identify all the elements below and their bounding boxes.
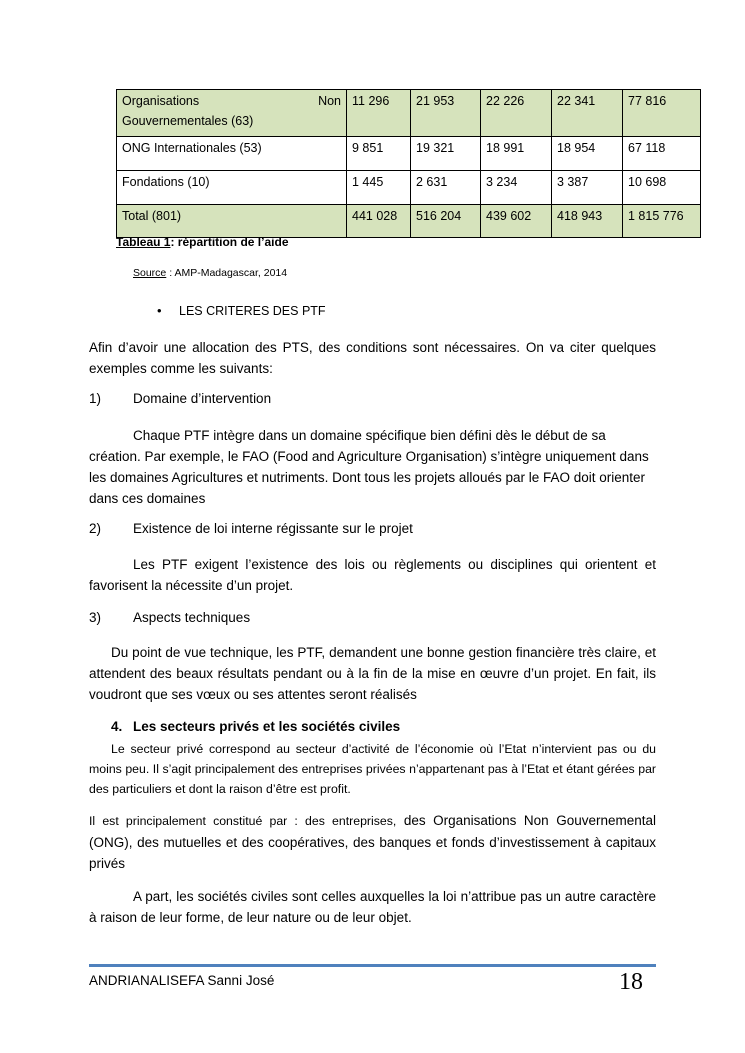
item-title: Domaine d’intervention bbox=[133, 391, 272, 406]
table-cell: 77 816 bbox=[623, 90, 701, 137]
aid-distribution-table bbox=[116, 89, 701, 238]
table-cell: 9 851 bbox=[347, 137, 411, 171]
table-cell: 22 226 bbox=[481, 90, 552, 137]
row-label: Total (801) bbox=[117, 205, 347, 238]
paragraph-rest: des Organisations Non Gouvernemental (ONG), des mutuelles et des coopératives, des banques et fonds d’investissement à capitaux privés bbox=[89, 813, 656, 871]
table-source bbox=[133, 267, 287, 279]
table-cell: 1 445 bbox=[347, 171, 411, 205]
table-caption bbox=[116, 235, 289, 249]
table-row bbox=[117, 171, 701, 205]
table-cell: 418 943 bbox=[552, 205, 623, 238]
row-label: ONG Internationales (53) bbox=[117, 137, 347, 171]
table-cell: 11 296 bbox=[347, 90, 411, 137]
item-title: Existence de loi interne régissante sur le projet bbox=[133, 521, 413, 536]
item-number: 1) bbox=[89, 391, 102, 406]
item-body: Du point de vue technique, les PTF, demandent une bonne gestion financière très claire, et attendent des beaux résultats pendant ou à la fin de la mise en œuvre d’un projet. En fait, ils voudront que ses vœux ou ses attentes seront réalisés bbox=[89, 645, 656, 702]
table-cell: 18 991 bbox=[481, 137, 552, 171]
row-label bbox=[117, 90, 347, 137]
intro-paragraph: Afin d’avoir une allocation des PTS, des conditions sont nécessaires. On va citer quelques exemples comme les suivants: bbox=[89, 340, 656, 376]
table-cell: 439 602 bbox=[481, 205, 552, 238]
bullet-heading: LES CRITERES DES PTF bbox=[179, 304, 326, 318]
source-text: : AMP-Madagascar, 2014 bbox=[166, 267, 288, 279]
item-number: 2) bbox=[89, 521, 102, 536]
source-label: Source bbox=[133, 267, 167, 279]
table-cell: 3 387 bbox=[552, 171, 623, 205]
row-label-part: Organisations bbox=[122, 94, 200, 108]
table-cell: 18 954 bbox=[552, 137, 623, 171]
table-cell: 2 631 bbox=[411, 171, 481, 205]
item-body: Chaque PTF intègre dans un domaine spécifique bien défini dès le début de sa création. Par exemple, le FAO (Food and Agriculture Organisation) s’intègre uniquement dans les domaines Agricultures et nutriments. Dont tous les projets alloués par le FAO doit orienter dans ces domaines bbox=[89, 428, 649, 506]
section-paragraph bbox=[89, 810, 656, 874]
table-row-total bbox=[117, 205, 701, 238]
section-paragraph: Le secteur privé correspond au secteur d’activité de l’économie où l’Etat n’intervient pas ou du moins peu. Il s’agit principalement des entreprises privées n’appartenant pas à l’Etat et étant gérées par des particuliers et dont la raison d’être est profit. bbox=[89, 742, 656, 796]
section-title: Les secteurs privés et les sociétés civiles bbox=[133, 719, 401, 734]
table-row bbox=[117, 137, 701, 171]
item-number: 3) bbox=[89, 610, 102, 625]
row-label-part: Non bbox=[318, 94, 341, 108]
table-row bbox=[117, 90, 701, 137]
row-label-part: Gouvernementales (63) bbox=[122, 114, 254, 128]
row-label: Fondations (10) bbox=[117, 171, 347, 205]
item-title: Aspects techniques bbox=[133, 610, 251, 625]
bullet-icon: • bbox=[157, 303, 162, 318]
table-cell: 19 321 bbox=[411, 137, 481, 171]
paragraph-lead: Il est principalement constitué par : des entreprises, bbox=[89, 814, 397, 828]
table-cell: 21 953 bbox=[411, 90, 481, 137]
item-body: Les PTF exigent l’existence des lois ou règlements ou disciplines qui orientent et favorisent la nécessite d’un projet. bbox=[89, 557, 656, 593]
table-cell: 22 341 bbox=[552, 90, 623, 137]
section-number: 4. bbox=[111, 719, 123, 734]
page-number: 18 bbox=[619, 969, 643, 995]
table-cell: 3 234 bbox=[481, 171, 552, 205]
table-cell: 67 118 bbox=[623, 137, 701, 171]
table-cell: 516 204 bbox=[411, 205, 481, 238]
table-cell: 441 028 bbox=[347, 205, 411, 238]
caption-text: : répartition de l’aide bbox=[170, 235, 289, 249]
footer-author: ANDRIANALISEFA Sanni José bbox=[89, 973, 275, 988]
caption-label: Tableau 1 bbox=[116, 235, 171, 249]
table-cell: 10 698 bbox=[623, 171, 701, 205]
footer-divider bbox=[89, 964, 656, 967]
section-paragraph: A part, les sociétés civiles sont celles auxquelles la loi n’attribue pas un autre caractère à raison de leur forme, de leur nature ou de leur objet. bbox=[89, 889, 656, 925]
table-cell: 1 815 776 bbox=[623, 205, 701, 238]
